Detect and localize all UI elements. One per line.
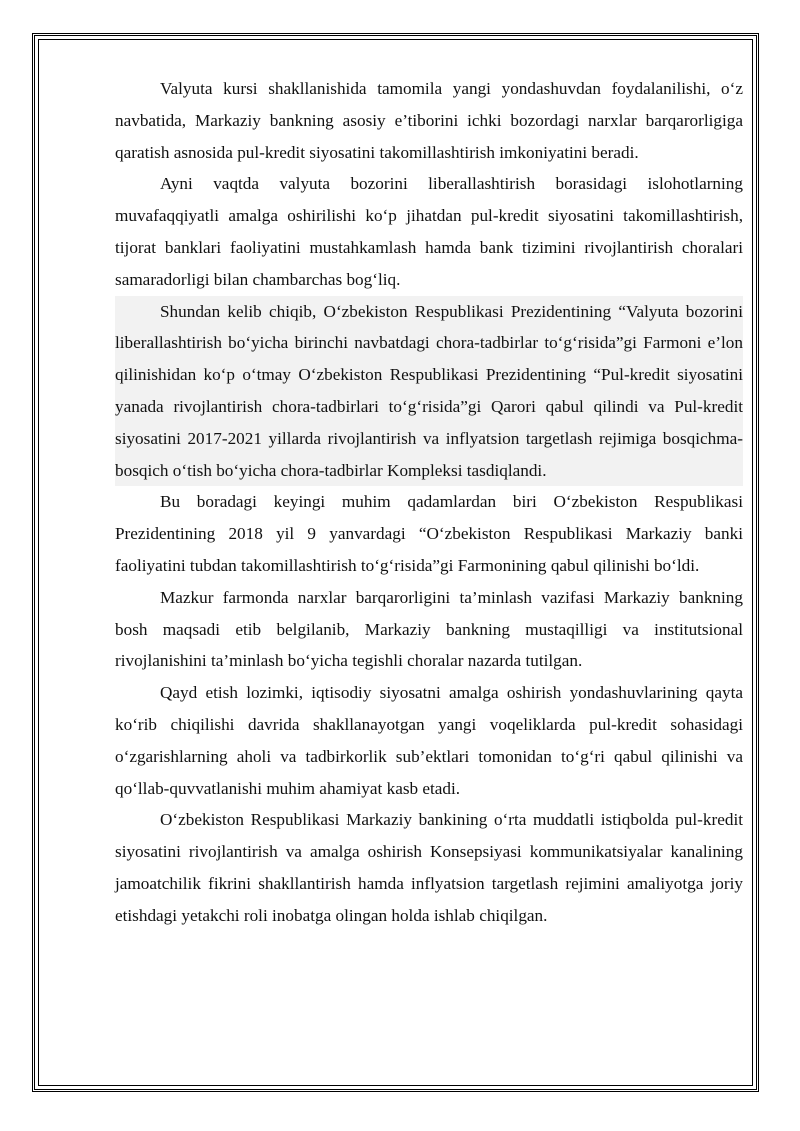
paragraph-market-liberalization-reforms: Ayni vaqtda valyuta bozorini liberallashtirish borasidagi islohotlarning muvafaqqiyatli amalga oshirilishi ko‘p jihatdan pul-kredit siyosatini takomillashtirish, tijorat banklari faoliyatini mustahkamlash hamda bank tizimini rivojlantirish choralari samaradorligi bilan chambarchas bog‘liq.	[115, 174, 743, 289]
paragraph-currency-rate-approach: Valyuta kursi shakllanishida tamomila yangi yondashuvdan foydalanilishi, o‘z navbatida, Markaziy bankning asosiy e’tiborini ichki bozordagi narxlar barqarorligiga qaratish asnosida pul-kredit siyosatini takomillashtirish imkoniyatini beradi.	[115, 79, 743, 162]
paragraph-public-perception: Qayd etish lozimki, iqtisodiy siyosatni amalga oshirish yondashuvlarining qayta ko‘rib chiqilishi davrida shakllanayotgan yangi voqeliklarda pul-kredit sohasidagi o‘zgarishlarning aholi va tadbirkorlik sub’ektlari tomonidan to‘g‘ri qabul qilinishi va qo‘llab-quvvatlanishi muhim ahamiyat kasb etadi.	[115, 683, 743, 798]
paragraph-communication-concept: O‘zbekiston Respublikasi Markaziy bankining o‘rta muddatli istiqbolda pul-kredit siyosatini rivojlantirish va amalga oshirish Konsepsiyasi kommunikatsiyalar kanalining jamoatchilik fikrini shakllantirish hamda inflyatsion targetlash rejimini amaliyotga joriy etishdagi yetakchi roli inobatga olingan holda ishlab chiqilgan.	[115, 810, 743, 925]
paragraph-central-bank-decree-2018: Bu boradagi keyingi muhim qadamlardan biri O‘zbekiston Respublikasi Prezidentining 2018 yil 9 yanvardagi “O‘zbekiston Respublikasi Markaziy banki faoliyatini tubdan takomillashtirish to‘g‘risida”gi Farmonining qabul qilinishi bo‘ldi.	[115, 492, 743, 575]
paragraph-presidential-decree-monetary-policy: Shundan kelib chiqib, O‘zbekiston Respublikasi Prezidentining “Valyuta bozorini liberallashtirish bo‘yicha birinchi navbatdagi chora-tadbirlar to‘g‘risida”gi Farmoni e’lon qilinishidan ko‘p o‘tmay O‘zbekiston Respublikasi Prezidentining “Pul-kredit siyosatini yanada rivojlantirish chora-tadbirlari to‘g‘risida”gi Qarori qabul qilindi va Pul-kredit siyosatini 2017-2021 yillarda rivojlantirish va inflyatsion targetlash rejimiga bosqichma-bosqich o‘tish bo‘yicha chora-tadbirlar Kompleksi tasdiqlandi.	[115, 296, 743, 487]
paragraph-price-stability-goal: Mazkur farmonda narxlar barqarorligini ta’minlash vazifasi Markaziy bankning bosh maqsadi etib belgilanib, Markaziy bankning mustaqilligi va institutsional rivojlanishini ta’minlash bo‘yicha tegishli choralar nazarda tutilgan.	[115, 587, 743, 671]
document-body	[115, 73, 743, 932]
